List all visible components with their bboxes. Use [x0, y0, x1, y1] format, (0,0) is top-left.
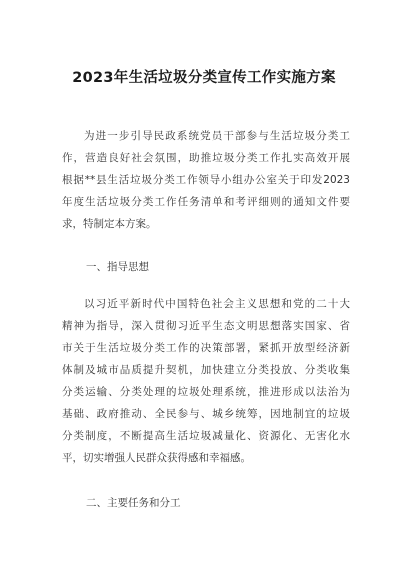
- paragraph-line: 分类制度，不断提高生活垃圾减量化、资源化、无害化水: [62, 430, 350, 442]
- paragraph-line: 年度生活垃圾分类工作任务清单和考评细则的通知文件要: [62, 196, 350, 208]
- paragraph-line: 市关于生活垃圾分类工作的决策部署，紧抓开放型经济新: [62, 342, 350, 354]
- paragraph-line: 根据**县生活垃圾分类工作领导小组办公室关于印发2023: [62, 174, 350, 186]
- paragraph-line: 求，特制定本方案。: [62, 218, 157, 230]
- section-heading-main-tasks: 二、主要任务和分工: [86, 497, 181, 509]
- paragraph-line: 精神为指导，深入贯彻习近平生态文明思想落实国家、省: [62, 320, 350, 332]
- paragraph-line: 基础、政府推动、全民参与、城乡统筹，因地制宜的垃圾: [62, 408, 350, 420]
- intro-paragraph: [62, 125, 350, 235]
- guiding-thought-paragraph: [62, 293, 350, 469]
- paragraph-line: 作，营造良好社会氛围，助推垃圾分类工作扎实高效开展: [62, 152, 350, 164]
- paragraph-line: 平，切实增强人民群众获得感和幸福感。: [62, 452, 251, 464]
- paragraph-line: 为进一步引导民政系统党员干部参与生活垃圾分类工: [84, 130, 350, 142]
- paragraph-line: 分类运输、分类处理的垃圾处理系统，推进形成以法治为: [62, 386, 350, 398]
- document-title: 2023年生活垃圾分类宣传工作实施方案: [72, 70, 336, 86]
- paragraph-line: 体制及城市品质提升契机，加快建立分类投放、分类收集: [62, 364, 350, 376]
- section-heading-guiding-thought: 一、指导思想: [86, 261, 149, 273]
- paragraph-line: 以习近平新时代中国特色社会主义思想和党的二十大: [84, 298, 350, 310]
